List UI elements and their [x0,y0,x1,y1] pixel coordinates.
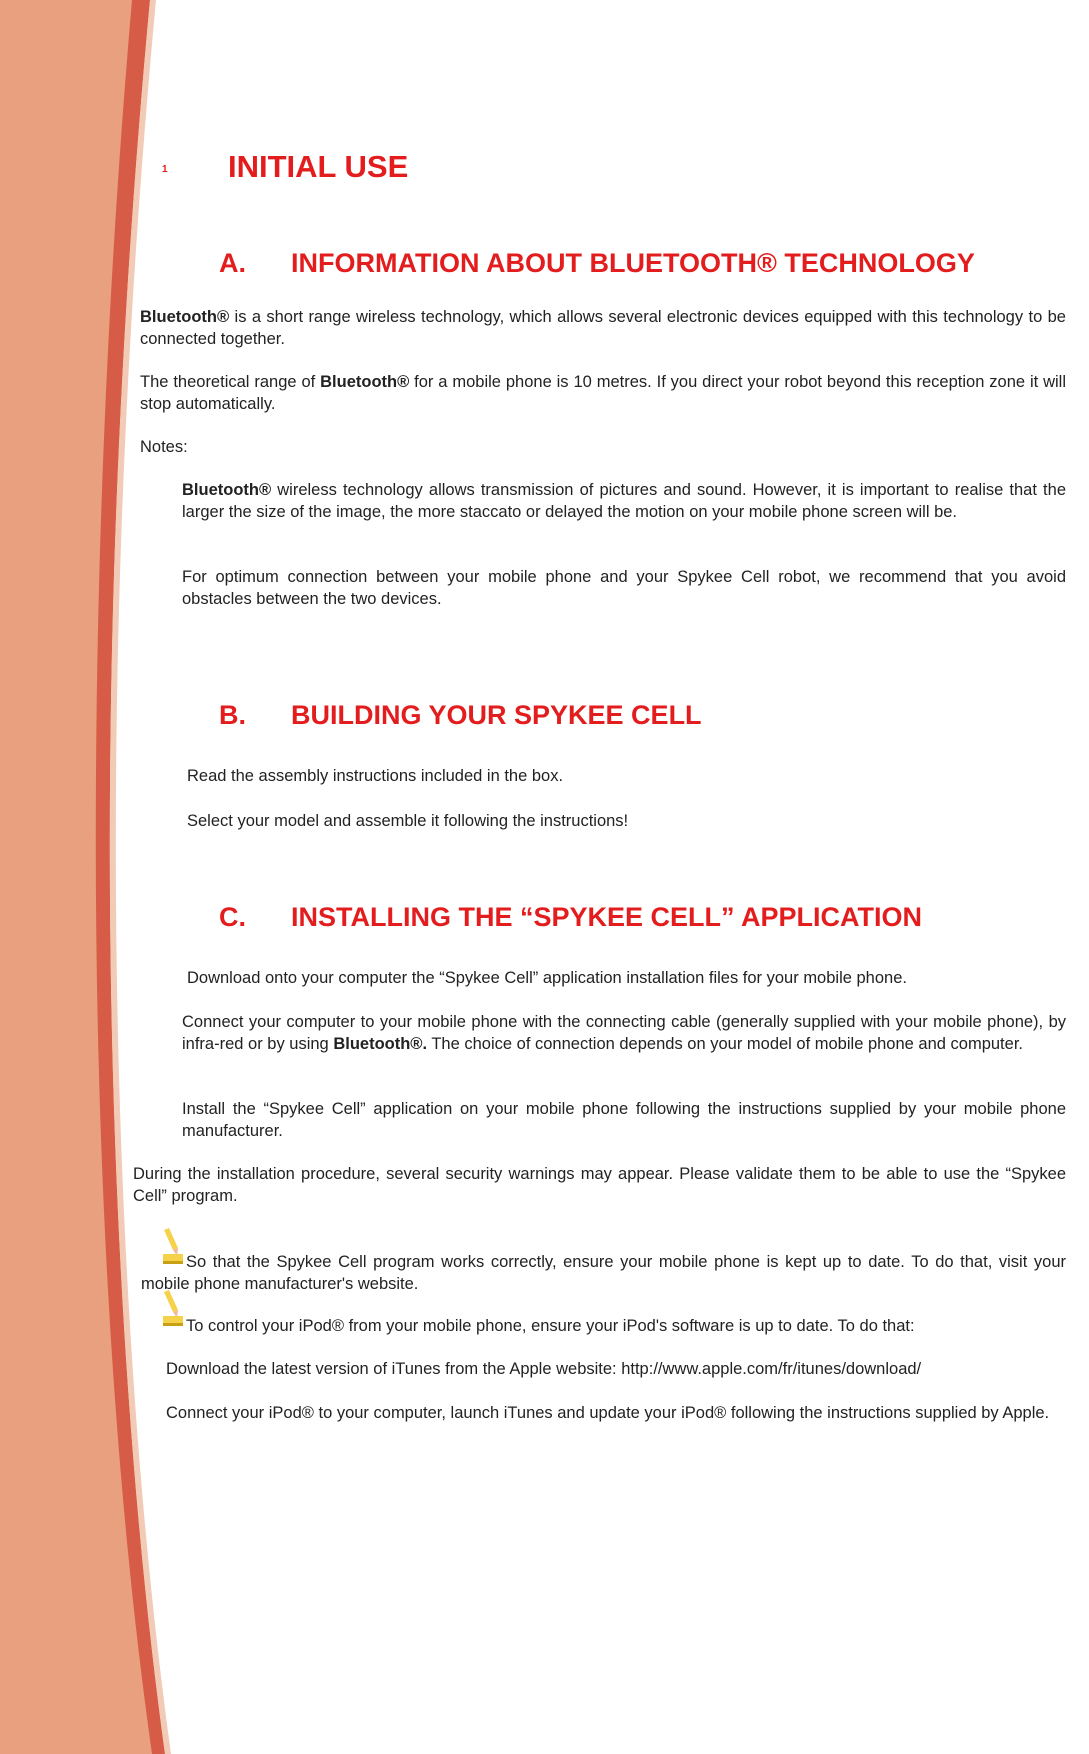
bluetooth-intro-paragraph: Bluetooth® is a short range wireless technology, which allows several electronic devices equipped with this technology to be connected together. [140,308,1066,348]
section-a-title: INFORMATION ABOUT BLUETOOTH® TECHNOLOGY [291,248,975,278]
bluetooth-range-paragraph: The theoretical range of Bluetooth® for a mobile phone is 10 metres. If you direct your robot beyond this reception zone it will stop automatically. [140,373,1067,413]
section-marker: 1 [162,164,168,175]
tip-update-phone: So that the Spykee Cell program works correctly, ensure your mobile phone is kept up to date. To do that, visit your mobile phone manufacturer's website. [141,1253,1066,1293]
ipod-step-download-itunes: Download the latest version of iTunes from the Apple website: http://www.apple.com/fr/itunes/download/ [166,1360,922,1378]
section-title: INITIAL USE [228,149,409,184]
tip-ipod-update: To control your iPod® from your mobile phone, ensure your iPod's software is up to date. To do that: [186,1317,915,1335]
note-obstacles: For optimum connection between your mobile phone and your Spykee Cell robot, we recommend that you avoid obstacles between the two devices. [182,568,1066,608]
ipod-step-connect-update: Connect your iPod® to your computer, launch iTunes and update your iPod® following the instructions supplied by Apple. [166,1404,1050,1422]
bluetooth-term: Bluetooth® [140,308,230,326]
build-step-1: Read the assembly instructions included in the box. [187,767,564,785]
install-step-3: Install the “Spykee Cell” application on your mobile phone following the instructions supplied by your mobile phone manufacturer. [182,1100,1066,1140]
security-warning-note: During the installation procedure, several security warnings may appear. Please validate them to be able to use the “Spykee Cell” program. [133,1165,1066,1205]
install-step-1: Download onto your computer the “Spykee Cell” application installation files for your mobile phone. [187,969,907,987]
section-b-title: BUILDING YOUR SPYKEE CELL [291,700,702,730]
section-a-letter: A. [219,248,246,278]
note-image-quality: Bluetooth® wireless technology allows transmission of pictures and sound. However, it is important to realise that the larger the size of the image, the more staccato or delayed the motion on your mobile phone screen will be. [182,481,1066,521]
notes-label: Notes: [140,438,188,456]
section-c-title: INSTALLING THE “SPYKEE CELL” APPLICATION [291,902,923,932]
section-c-letter: C. [219,902,246,932]
build-step-2: Select your model and assemble it following the instructions! [187,812,629,830]
install-step-2: Connect your computer to your mobile phone with the connecting cable (generally supplied with your mobile phone), by infra-red or by using Bluetooth®. The choice of connection depends on your model of mobile phone and computer. [182,1013,1066,1053]
body-text [133,0,1089,1754]
section-b-letter: B. [219,700,246,730]
